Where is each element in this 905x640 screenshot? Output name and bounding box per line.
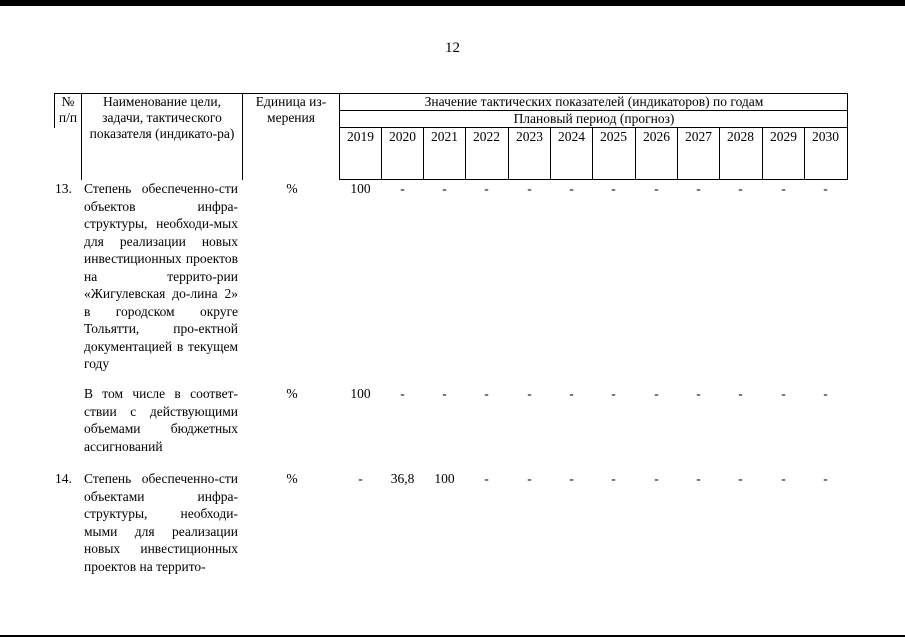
value-cell: - (527, 471, 532, 486)
value-cell: - (738, 181, 743, 196)
row-13-name: Степень обеспеченно-сти объектов инфра-структуры, необходи-мых для реализации новых инвестиционных проектов на террито-рии «Жигулевская до-лина 2» в городском округе Тольятти, про-ектной документацией в текущем году (84, 181, 238, 371)
value-cell: - (696, 181, 701, 196)
value-cell: - (823, 471, 828, 486)
value-cell: - (781, 386, 786, 401)
value-cell: 100 (350, 386, 371, 401)
value-cell: - (738, 471, 743, 486)
header-unit: Единица из-мерения (255, 94, 327, 125)
value-cell: - (781, 471, 786, 486)
value-cell: - (781, 181, 786, 196)
value-cell: - (611, 181, 616, 196)
header-num: № п/п (58, 94, 78, 125)
col-line-name (242, 93, 243, 180)
value-cell: - (400, 386, 405, 401)
top-border-line (0, 0, 905, 6)
header-mid-line-2 (339, 127, 848, 128)
value-cell: - (654, 181, 659, 196)
page-number: 12 (445, 40, 460, 56)
value-cell: - (400, 181, 405, 196)
value-cell: - (484, 181, 489, 196)
value-cell: 100 (434, 471, 455, 486)
value-cell: - (569, 471, 574, 486)
value-cell: - (569, 181, 574, 196)
value-cell: - (611, 471, 616, 486)
year-header-11: 2030 (812, 129, 839, 144)
row-13-unit: % (286, 181, 298, 196)
col-line-right (847, 93, 848, 180)
col-line-num (81, 93, 82, 180)
year-header-2: 2021 (431, 129, 458, 144)
year-header-9: 2028 (727, 129, 754, 144)
year-header-5: 2024 (558, 129, 585, 144)
value-cell: - (527, 181, 532, 196)
bottom-border-line (0, 635, 905, 637)
year-header-3: 2022 (473, 129, 500, 144)
value-cell: - (696, 386, 701, 401)
value-cell: - (484, 471, 489, 486)
year-header-8: 2027 (685, 129, 712, 144)
row-14-name: Степень обеспеченно-сти объектами инфра-структуры, необходи-мыми для реализации новых инвестиционных проектов на террито- (84, 471, 238, 574)
header-values-group: Значение тактических показателей (индикаторов) по годам (424, 94, 764, 109)
value-cell: - (738, 386, 743, 401)
value-cell: 36,8 (390, 471, 415, 486)
value-cell: - (654, 471, 659, 486)
year-header-6: 2025 (600, 129, 627, 144)
value-cell: - (696, 471, 701, 486)
value-cell: - (358, 471, 363, 486)
year-header-0: 2019 (347, 129, 374, 144)
value-cell: - (442, 386, 447, 401)
value-cell: - (527, 386, 532, 401)
value-cell: - (484, 386, 489, 401)
value-cell: - (823, 386, 828, 401)
header-name: Наименование цели, задачи, тактического показателя (индикато-ра) (89, 94, 235, 141)
table-header (54, 93, 848, 180)
row-13-number: 13. (55, 181, 72, 196)
row-13-sub-name: В том числе в соответ-ствии с действующими объемами бюджетных ассигнований (84, 386, 238, 454)
year-header-4: 2023 (516, 129, 543, 144)
value-cell: - (442, 181, 447, 196)
year-header-10: 2029 (770, 129, 797, 144)
value-cell: - (654, 386, 659, 401)
header-planned-period: Плановый период (прогноз) (513, 111, 675, 126)
year-header-7: 2026 (643, 129, 670, 144)
value-cell: 100 (350, 181, 371, 196)
row-14-number: 14. (55, 471, 72, 486)
row-13-sub-unit: % (286, 386, 298, 401)
year-header-1: 2020 (389, 129, 416, 144)
value-cell: - (569, 386, 574, 401)
value-cell: - (611, 386, 616, 401)
row-14-unit: % (286, 471, 298, 486)
value-cell: - (823, 181, 828, 196)
